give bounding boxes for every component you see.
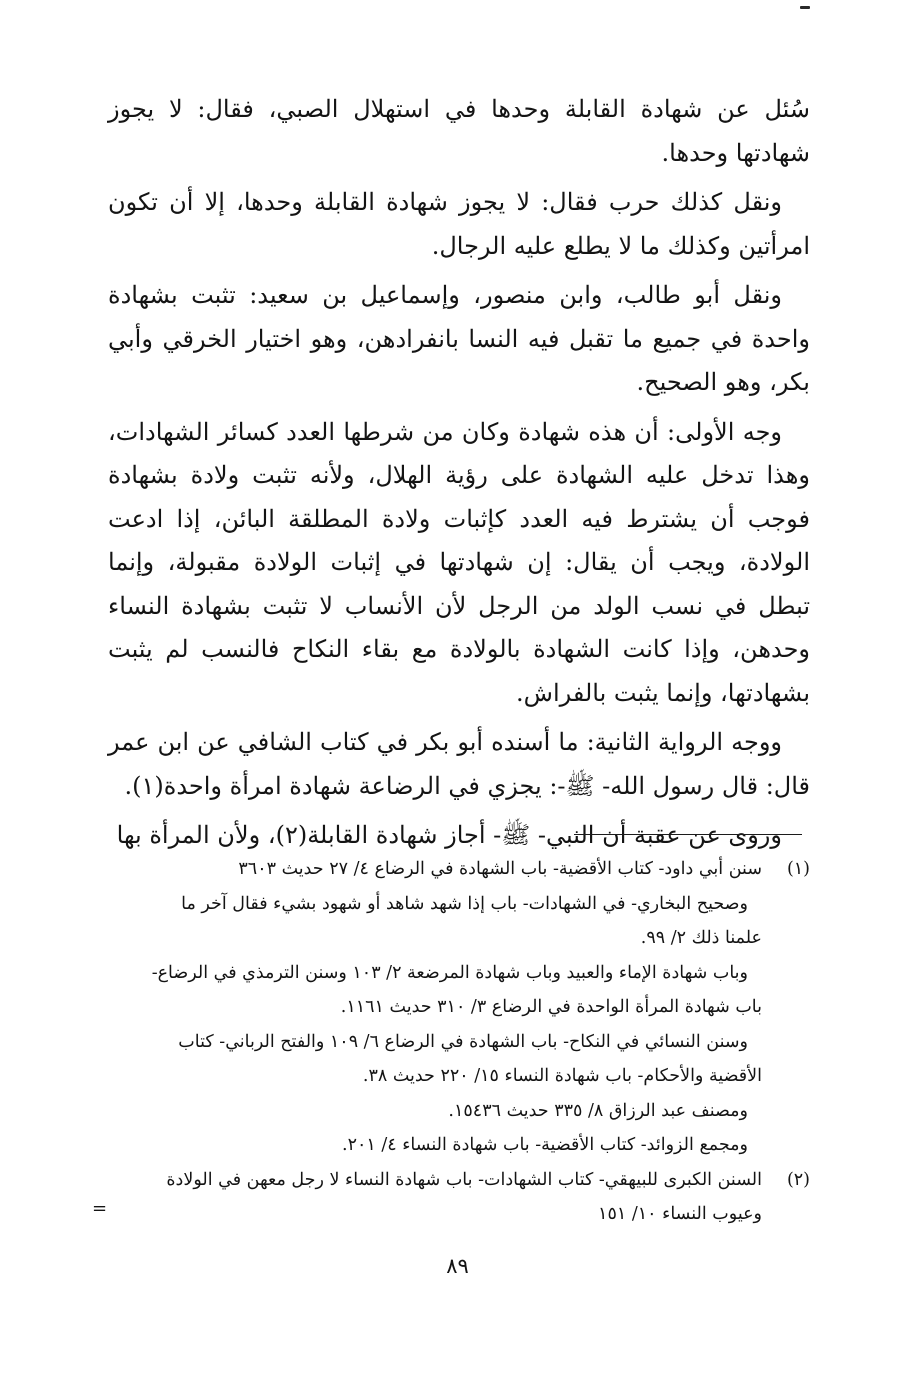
footnote-line: سنن أبي داود- كتاب الأقضية- باب الشهادة في الرضاع ٤/ ٢٧ حديث ٣٦٠٣ <box>238 859 762 879</box>
footnote-1 <box>108 852 810 1163</box>
page-number: ٨٩ <box>446 1254 469 1278</box>
scan-mark <box>800 6 810 9</box>
footnote-number: (٢) <box>786 1169 810 1190</box>
footnote-line: ومصنف عبد الرزاق ٨/ ٣٣٥ حديث ١٥٤٣٦. <box>448 1100 748 1121</box>
footnote-line: علمنا ذلك ٢/ ٩٩. <box>640 928 762 948</box>
footnote-line: وسنن النسائي في النكاح- باب الشهادة في الرضاع ٦/ ١٠٩ والفتح الرباني- كتاب <box>178 1031 748 1052</box>
footnote-line: وباب شهادة الإماء والعبيد وباب شهادة المرضعة ٢/ ١٠٣ وسنن الترمذي في الرضاع- <box>151 962 748 983</box>
paragraph-5: ووجه الرواية الثانية: ما أسنده أبو بكر في كتاب الشافي عن ابن عمر قال: قال رسول الله- ﷺ-: يجزي في الرضاعة شهادة امرأة واحدة(١). <box>108 728 810 800</box>
footnote-line: وصحيح البخاري- في الشهادات- باب إذا شهد شاهد أو شهود بشيء فقال آخر ما <box>181 893 748 914</box>
footnote-line: ومجمع الزوائد- كتاب الأقضية- باب شهادة النساء ٤/ ٢٠١. <box>341 1135 748 1155</box>
paragraph-2: ونقل كذلك حرب فقال: لا يجوز شهادة القابلة وحدها، إلا أن تكون امرأتين وكذلك ما لا يطلع عليه الرجال. <box>108 188 810 260</box>
paragraph-4: وجه الأولى: أن هذه شهادة وكان من شرطها العدد كسائر الشهادات، وهذا تدخل عليه الشهادة على رؤية الهلال، ولأنه تثبت ولادة بشهادة فوجب أن يشترط فيه العدد كإثبات ولادة المطلقة البائن، إذا ادعت الولادة، ويجب أن يقال: إن شهادتها في إثبات الولادة مقبولة، وإنما تبطل في نسب الولد من الرجل لأن الأنساب لا تثبت بشهادة النساء وحدهن، وإذا كانت الشهادة بالولادة مع بقاء النكاح فالنسب لم يثبت بشهادتها، وإنما يثبت بالفراش. <box>108 417 810 707</box>
main-text <box>108 88 810 864</box>
footnote-2 <box>108 1163 810 1232</box>
footnote-line: السنن الكبرى للبيهقي- كتاب الشهادات- باب شهادة النساء لا رجل معهن في الولادة <box>166 1169 762 1190</box>
continuation-mark: = <box>92 1198 108 1219</box>
paragraph-1: سُئل عن شهادة القابلة وحدها في استهلال الصبي، فقال: لا يجوز شهادتها وحدها. <box>108 95 811 167</box>
footnotes <box>108 852 810 1232</box>
footnote-body <box>108 1163 762 1232</box>
footnote-number: (١) <box>786 859 810 879</box>
footnote-separator <box>574 834 802 835</box>
footnote-line: وعيوب النساء ١٠/ ١٥١ <box>598 1204 762 1224</box>
footnote-line: باب شهادة المرأة الواحدة في الرضاع ٣/ ٣١٠ حديث ١١٦١. <box>340 997 762 1017</box>
footnote-body <box>108 852 762 1163</box>
paragraph-6: وروى عن عقبة أن النبي- ﷺ- أجاز شهادة القابلة(٢)، ولأن المرأة بها <box>116 821 782 849</box>
footnote-line: الأقضية والأحكام- باب شهادة النساء ١٥/ ٢٢٠ حديث ٣٨. <box>362 1066 762 1086</box>
paragraph-3: ونقل أبو طالب، وابن منصور، وإسماعيل بن سعيد: تثبت بشهادة واحدة في جميع ما تقبل فيه النسا بانفرادهن، وهو اختيار الخرقي وأبي بكر، وهو الصحيح. <box>108 281 810 396</box>
